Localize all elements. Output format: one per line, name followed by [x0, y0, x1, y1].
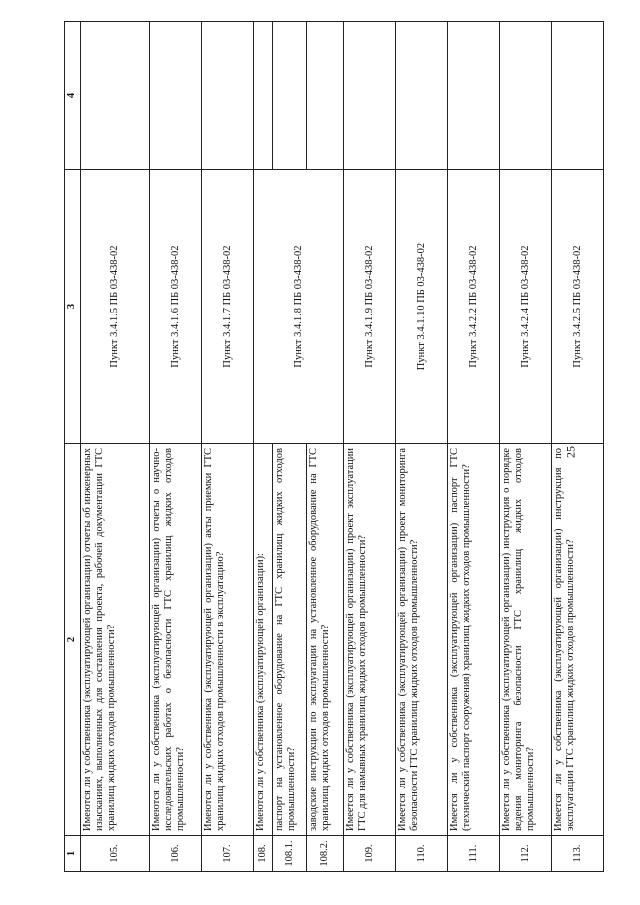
reference-text: Пункт 3.4.2.2 ПБ 03-438-02 — [467, 245, 479, 368]
row-question: заводские инструкции по эксплуатации на установленное оборудование на ГТС хранилищ жидких отходов промышленности? — [307, 444, 344, 836]
reference-text: Пункт 3.4.1.6 ПБ 03-438-02 — [169, 245, 181, 368]
table-row — [396, 22, 448, 872]
row-notes — [500, 22, 552, 170]
row-reference — [552, 170, 604, 444]
table-row — [500, 22, 552, 872]
reference-text: Пункт 3.4.2.4 ПБ 03-438-02 — [519, 245, 531, 368]
reference-text: Пункт 3.4.1.10 ПБ 03-438-02 — [415, 242, 427, 371]
row-number: 108.2. — [307, 836, 344, 872]
row-question: Имеются ли у собственника (эксплуатирующей организации) отчеты об инженерных изысканиях, выполненных для составления проекта, рабочей документации ГТС хранилищ жидких отходов промышленности? — [81, 444, 150, 836]
table-header-row — [65, 22, 81, 872]
requirements-table — [64, 21, 604, 872]
row-reference — [81, 170, 150, 444]
row-reference — [448, 170, 500, 444]
row-question: Имеются ли у собственника (эксплуатирующей организации) акты приемки ГТС хранилищ жидких отходов промышленности в эксплуатацию? — [202, 444, 254, 836]
row-notes — [448, 22, 500, 170]
column-header-question: 2 — [65, 444, 81, 836]
row-notes — [150, 22, 202, 170]
row-number: 111. — [448, 836, 500, 872]
reference-text: Пункт 3.4.1.9 ПБ 03-438-02 — [363, 245, 375, 368]
reference-text: Пункт 3.4.1.5 ПБ 03-438-02 — [109, 245, 121, 368]
row-notes — [202, 22, 254, 170]
row-reference — [396, 170, 448, 444]
row-number: 105. — [81, 836, 150, 872]
table-row — [202, 22, 254, 872]
row-question: Имеются ли у собственника (эксплуатирующей организации) отчеты о научно-исследовательских работах о безопасности ГТС хранилищ жидких отходов промышленности? — [150, 444, 202, 836]
row-question: Имеется ли у собственника (эксплуатирующей организации) инструкция о порядке ведения мониторинга безопасности ГТС хранилищ жидких отходов промышленности? — [500, 444, 552, 836]
table-row — [552, 22, 604, 872]
table-row — [254, 22, 273, 872]
reference-text: Пункт 3.4.1.8 ПБ 03-438-02 — [292, 245, 304, 368]
row-notes — [254, 22, 273, 170]
row-question: Имеется ли у собственника (эксплуатирующей организации) проект эксплуатации ГТС для намывных хранилищ жидких отходов промышленности? — [344, 444, 396, 836]
row-number: 106. — [150, 836, 202, 872]
table-row — [81, 22, 150, 872]
row-question: Имеется ли у собственника (эксплуатирующей организации) проект мониторинга безопасности ГТС хранилищ жидких отходов промышленности? — [396, 444, 448, 836]
row-question: Имеется ли у собственника (эксплуатирующей организации) паспорт ГТС (технический паспорт сооружения) хранилищ жидких отходов промышленности? — [448, 444, 500, 836]
table-row — [344, 22, 396, 872]
row-notes — [396, 22, 448, 170]
row-notes — [307, 22, 344, 170]
row-question: Имеются ли у собственника (эксплуатирующей организации): — [254, 444, 273, 836]
row-number: 112. — [500, 836, 552, 872]
table-row — [307, 22, 344, 872]
row-question: паспорт на установленное оборудование на ГТС хранилищ жидких отходов промышленности? — [273, 444, 307, 836]
page-number: 25 — [563, 446, 578, 458]
row-reference — [150, 170, 202, 444]
row-reference — [202, 170, 254, 444]
column-header-notes: 4 — [65, 22, 81, 170]
row-number: 107. — [202, 836, 254, 872]
row-reference — [254, 170, 344, 444]
row-notes — [273, 22, 307, 170]
row-number: 109. — [344, 836, 396, 872]
column-header-number: 1 — [65, 836, 81, 872]
row-notes — [81, 22, 150, 170]
table-row — [150, 22, 202, 872]
row-number: 110. — [396, 836, 448, 872]
row-reference — [500, 170, 552, 444]
table-row — [273, 22, 307, 872]
row-number: 108. — [254, 836, 273, 872]
row-reference — [344, 170, 396, 444]
row-number: 113. — [552, 836, 604, 872]
row-notes — [552, 22, 604, 170]
row-number: 108.1. — [273, 836, 307, 872]
reference-text: Пункт 3.4.2.5 ПБ 03-438-02 — [571, 245, 583, 368]
row-question: Имеется ли у собственника (эксплуатирующей организации) инструкция по эксплуатации ГТС хранилищ жидких отходов промышленности? — [552, 444, 604, 836]
column-header-reference: 3 — [65, 170, 81, 444]
requirements-table-rotated — [64, 22, 604, 872]
reference-text: Пункт 3.4.1.7 ПБ 03-438-02 — [221, 245, 233, 368]
row-notes — [344, 22, 396, 170]
table-row — [448, 22, 500, 872]
